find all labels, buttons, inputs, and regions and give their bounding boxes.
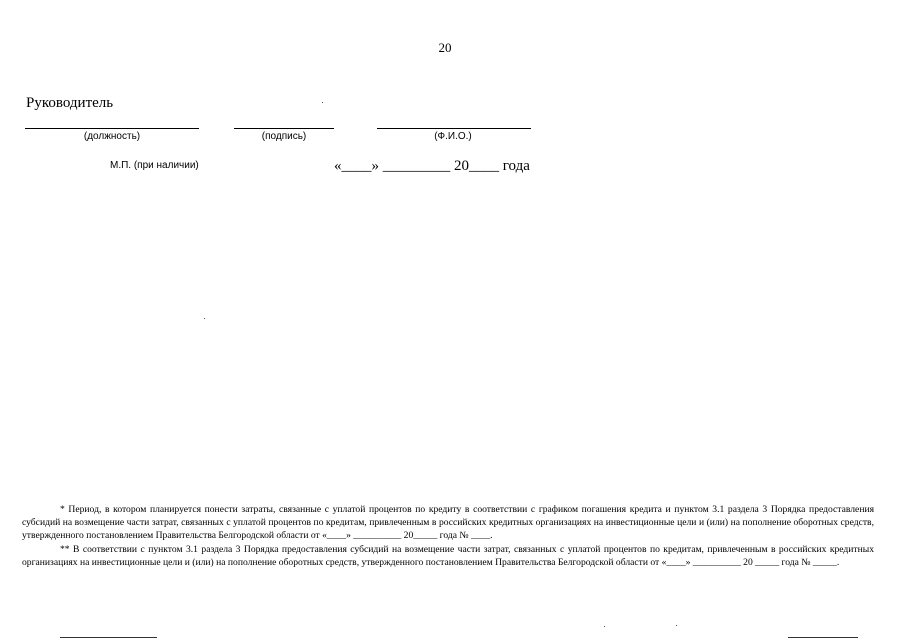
scan-speck — [604, 626, 605, 627]
position-caption: (должность) — [83, 131, 141, 142]
signature-caption: (подпись) — [261, 131, 307, 142]
bottom-edge-rule — [788, 637, 858, 638]
scan-speck — [676, 625, 677, 626]
name-line — [377, 128, 531, 129]
name-caption: (Ф.И.О.) — [434, 131, 472, 142]
bottom-edge-rule — [60, 637, 157, 638]
head-title: Руководитель — [26, 95, 114, 111]
page-number: 20 — [438, 40, 452, 55]
footnote-1: * Период, в котором планируется понести затраты, связанные с уплатой процентов по кредиту в соответствии с графиком погашения кредита и пунктом 3.1 раздела 3 Порядка предоставления субсидий на возмещение части затрат, связанных с уплатой процентов по кредитам, привлеченным в российских кредитных организациях на инвестиционные цели и (или) на пополнение оборотных средств, утвержденного постановлением Правительства Белгородской области от «____» __________ 20_____ года № ____. — [22, 504, 874, 542]
scan-speck — [204, 318, 205, 319]
stamp-label: М.П. (при наличии) — [110, 160, 199, 171]
date-line: «____» _________ 20____ года — [334, 158, 530, 174]
footnote-2: ** В соответствии с пунктом 3.1 раздела 3 Порядка предоставления субсидий на возмещение части затрат, связанных с уплатой процентов по кредитам, привлеченным в российских кредитных организациях на инвестиционные цели и (или) на пополнение оборотных средств, утвержденного постановлением Правительства Белгородской области от «____» __________ 20 _____ года № _____. — [22, 543, 874, 568]
signature-line — [234, 128, 334, 129]
position-line — [25, 128, 199, 129]
scan-speck — [322, 102, 323, 103]
footnote-block — [22, 503, 874, 569]
